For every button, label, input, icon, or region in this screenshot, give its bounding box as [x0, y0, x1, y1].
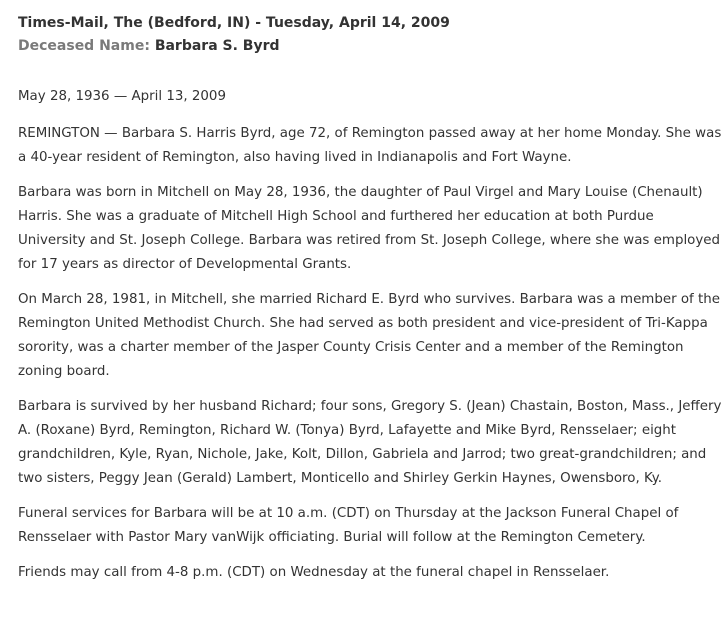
life-dates: May 28, 1936 — April 13, 2009: [18, 89, 226, 104]
obituary-paragraph-biography: Barbara was born in Mitchell on May 28, 1936, the daughter of Paul Virgel and Mary Louise (Chenault) Harris. She was a graduate of Mitchell High School and furthered her education at both Purdue University and St. Joseph College. Barbara was retired from St. Joseph College, where she was employed for 17 years as director of Developmental Grants.: [18, 185, 721, 272]
deceased-name-label: Deceased Name:: [18, 38, 150, 54]
deceased-name-line: [18, 35, 727, 58]
obituary-paragraph-survivors: Barbara is survived by her husband Richard; four sons, Gregory S. (Jean) Chastain, Boston, Mass., Jeffery A. (Roxane) Byrd, Remington, Richard W. (Tonya) Byrd, Lafayette and Mike Byrd, Rensselaer; eight grandchildren, Kyle, Ryan, Nichole, Jake, Kolt, Dillon, Gabriela and Jarrod; two great-grandchildren; and two sisters, Peggy Jean (Gerald) Lambert, Monticello and Shirley Gerkin Haynes, Owensboro, Ky.: [18, 399, 722, 486]
obituary-paragraph-intro: REMINGTON — Barbara S. Harris Byrd, age 72, of Remington passed away at her home Monday. She was a 40-year resident of Remington, also having lived in Indianapolis and Fort Wayne.: [18, 126, 722, 165]
obituary-paragraph-funeral: Funeral services for Barbara will be at 10 a.m. (CDT) on Thursday at the Jackson Funeral Chapel of Rensselaer with Pastor Mary vanWijk officiating. Burial will follow at the Remington Cemetery.: [18, 506, 679, 545]
deceased-name-value: Barbara S. Byrd: [154, 38, 280, 54]
publication-source-line: Times-Mail, The (Bedford, IN) - Tuesday, April 14, 2009: [18, 15, 450, 31]
obituary-paragraph-visitation: Friends may call from 4-8 p.m. (CDT) on Wednesday at the funeral chapel in Rensselaer.: [18, 565, 610, 580]
obituary-paragraph-marriage: On March 28, 1981, in Mitchell, she married Richard E. Byrd who survives. Barbara was a member of the Remington United Methodist Church. She had served as both president and vice-president of Tri-Kappa sorority, was a charter member of the Jasper County Crisis Center and a member of the Remington zoning board.: [18, 292, 720, 379]
